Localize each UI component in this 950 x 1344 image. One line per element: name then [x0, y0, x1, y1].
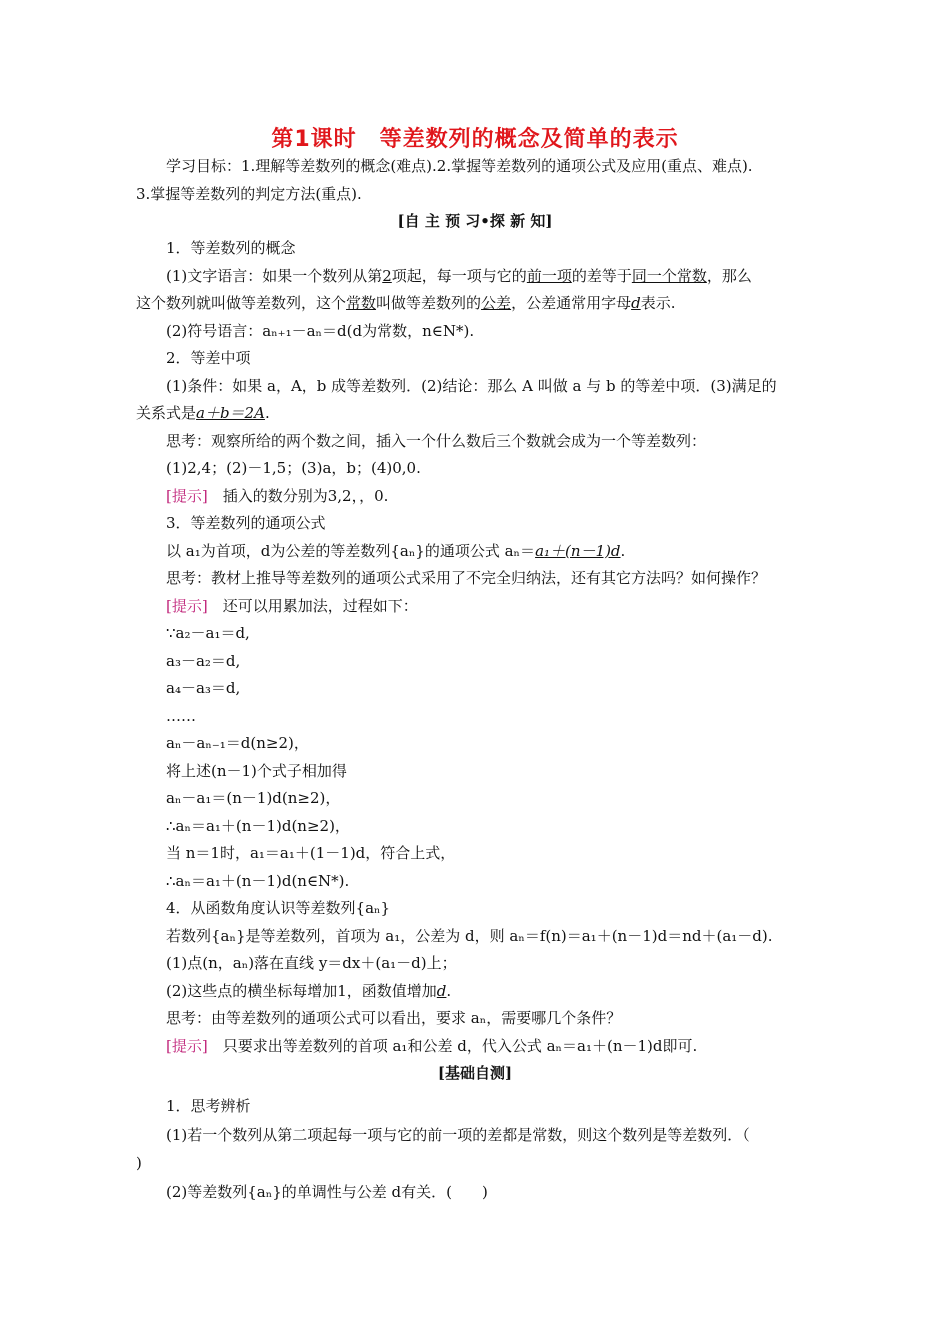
hint-text: 还可以用累加法，过程如下：: [207, 597, 418, 615]
derivation-step: a₄－a₃＝d,: [166, 679, 241, 697]
s3-blank-formula: a₁＋(n－1)d: [535, 542, 621, 560]
s4-line3-b: .: [446, 982, 452, 1000]
test-heading: 1．思考辨析: [166, 1097, 251, 1115]
derivation-step: ∵a₂－a₁＝d,: [166, 624, 250, 642]
s1-blank-prev: 前一项: [526, 267, 572, 285]
derivation-step: aₙ－a₁＝(n－1)d(n≥2)，: [166, 789, 341, 807]
section-heading-preview: [自 主 预 习•探 新 知]: [397, 212, 553, 230]
hint-label: [提示]: [166, 1037, 208, 1055]
derivation-step: a₃－a₂＝d,: [166, 652, 241, 670]
s3-heading: 3．等差数列的通项公式: [166, 514, 326, 532]
hint-label: [提示]: [166, 487, 208, 505]
s1-text-b: 项起，每一项与它的: [391, 267, 527, 285]
s1-blank-gongcha: 公差: [481, 294, 512, 312]
s1-line2-a: 这个数列就叫做等差数列，这个: [136, 294, 347, 312]
s2-blank-relation: a＋b＝2A: [196, 404, 265, 422]
s1-text-c: 的差等于: [571, 267, 632, 285]
derivation-step: ∴aₙ＝a₁＋(n－1)d(n≥2)，: [166, 817, 350, 835]
test-q2: (2)等差数列{aₙ}的单调性与公差 d有关．( ): [166, 1183, 488, 1201]
s1-blank-const: 同一个常数: [631, 267, 707, 285]
s2-think: 思考：观察所给的两个数之间，插入一个什么数后三个数就会成为一个等差数列：: [166, 432, 707, 450]
s3-formula-line: [166, 541, 866, 561]
s4-line-1: 若数列{aₙ}是等差数列，首项为 a₁，公差为 d，则 aₙ＝f(n)＝a₁＋(n－1)d＝nd＋(a₁－d).: [166, 927, 773, 945]
hint-label: [提示]: [166, 597, 208, 615]
s2-line2-b: .: [264, 404, 270, 422]
section-heading-test: [基础自测]: [437, 1064, 513, 1082]
derivation-step: ∴aₙ＝a₁＋(n－1)d(n∈N*).: [166, 872, 350, 890]
s1-blank-2: 2: [382, 267, 392, 285]
s2-line-2: [136, 403, 836, 423]
s1-blank-d: d: [631, 294, 641, 312]
s1-text-d: ，那么: [706, 267, 752, 285]
s3-line1-b: .: [620, 542, 626, 560]
s3-hint: [166, 596, 866, 616]
s2-pairs: (1)2,4；(2)－1,5；(3)a，b；(4)0,0.: [166, 459, 421, 477]
s2-heading: 2．等差中项: [166, 349, 251, 367]
objectives-line-1: 学习目标：1.理解等差数列的概念(难点).2.掌握等差数列的通项公式及应用(重点、难点).: [166, 157, 753, 175]
objectives-line-2: 3.掌握等差数列的判定方法(重点).: [136, 185, 362, 203]
test-q1-line-2: ): [136, 1154, 142, 1172]
s1-line2-d: 表示.: [640, 294, 676, 312]
s4-think: 思考：由等差数列的通项公式可以看出，要求 aₙ，需要哪几个条件？: [166, 1009, 622, 1027]
s1-verbal-line-1: [166, 266, 866, 286]
s4-hint: [166, 1036, 866, 1056]
s1-symbolic: (2)符号语言：aₙ₊₁－aₙ＝d(d为常数，n∈N*).: [166, 322, 475, 340]
s4-line3-a: (2)这些点的横坐标每增加1，函数值增加: [166, 982, 437, 1000]
s1-verbal-line-2: [136, 293, 836, 313]
s1-line2-c: ，公差通常用字母: [511, 294, 632, 312]
hint-text: 只要求出等差数列的首项 a₁和公差 d，代入公式 aₙ＝a₁＋(n－1)d即可.: [207, 1037, 698, 1055]
s4-heading: 4．从函数角度认识等差数列{aₙ}: [166, 899, 391, 917]
s1-line2-b: 叫做等差数列的: [376, 294, 482, 312]
s3-think: 思考：教材上推导等差数列的通项公式采用了不完全归纳法，还有其它方法吗？如何操作？: [166, 569, 767, 587]
s2-line2-a: 关系式是: [136, 404, 197, 422]
s4-line-3: [166, 981, 866, 1001]
derivation-step: ……: [166, 707, 196, 725]
derivation-step: aₙ－aₙ₋₁＝d(n≥2)，: [166, 734, 309, 752]
test-q1-line-1: (1)若一个数列从第二项起每一项与它的前一项的差都是常数，则这个数列是等差数列．（: [166, 1126, 750, 1144]
hint-text: 插入的数分别为3,2，，0.: [207, 487, 389, 505]
s4-line-2: (1)点(n，aₙ)落在直线 y＝dx＋(a₁－d)上；: [166, 954, 457, 972]
s2-hint: [166, 486, 866, 506]
derivation-step: 当 n＝1时，a₁＝a₁＋(1－1)d，符合上式，: [166, 844, 456, 862]
s1-text-a: (1)文字语言：如果一个数列从第: [166, 267, 383, 285]
s4-blank-d: d: [436, 982, 447, 1000]
s1-blank-changshu: 常数: [346, 294, 377, 312]
s2-line-1: (1)条件：如果 a，A，b 成等差数列．(2)结论：那么 A 叫做 a 与 b 的等差中项．(3)满足的: [166, 377, 777, 395]
derivation-step: 将上述(n－1)个式子相加得: [166, 762, 347, 780]
page-title: 第1课时 等差数列的概念及简单的表示: [271, 127, 679, 152]
s1-heading: 1．等差数列的概念: [166, 239, 296, 257]
s3-line1-a: 以 a₁为首项，d为公差的等差数列{aₙ}的通项公式 aₙ＝: [166, 542, 536, 560]
